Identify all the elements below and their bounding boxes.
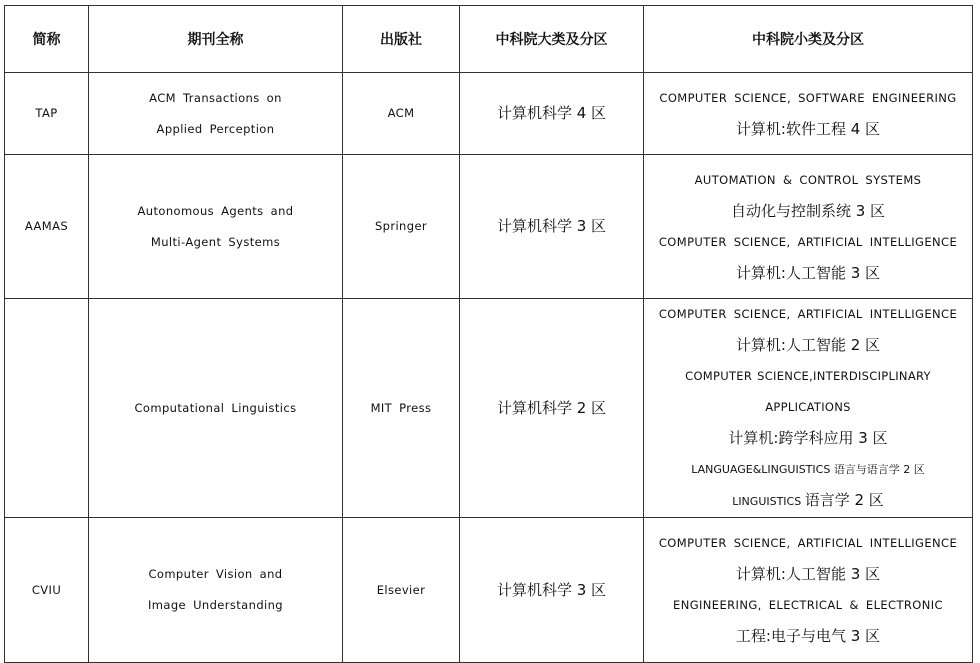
minor-category-en: LANGUAGE&LINGUISTICS [691, 463, 831, 476]
minor-category-zh: 计算机:跨学科应用 3 区 [728, 429, 888, 447]
minor-category-zh: 自动化与控制系统 3 区 [730, 201, 886, 220]
header-publisher: 出版社 [343, 6, 460, 73]
minor-category-zh: 计算机:人工智能 3 区 [735, 565, 881, 583]
minor-category-mixed [644, 485, 972, 517]
minor-category-zh: 计算机:人工智能 3 区 [735, 263, 881, 282]
abbr-cell: AAMAS [5, 155, 89, 299]
minor-category-en: COMPUTER SCIENCE, ARTIFICIAL INTELLIGENCE [658, 234, 958, 249]
publisher-cell: Springer [343, 155, 460, 299]
full-name-line: Autonomous Agents and [137, 203, 294, 218]
minor-category-en: COMPUTER SCIENCE, ARTIFICIAL INTELLIGENCE [658, 536, 958, 550]
table-row [5, 73, 973, 155]
journal-table [4, 5, 973, 663]
header-full-name: 期刊全称 [89, 6, 343, 73]
full-name-cell [89, 155, 343, 299]
table-row [5, 299, 973, 518]
abbr-cell: TAP [5, 73, 89, 155]
minor-category-en: LINGUISTICS [732, 495, 802, 508]
minor-category-en: ENGINEERING, ELECTRICAL & ELECTRONIC [673, 598, 943, 612]
minor-category-cell [644, 73, 973, 155]
header-abbr: 简称 [5, 6, 89, 73]
full-name-cell [89, 518, 343, 663]
minor-category-zh: 语言与语言学 2 区 [833, 463, 925, 476]
full-name-cell [89, 73, 343, 155]
minor-category-cell [644, 518, 973, 663]
minor-category-zh: 计算机:人工智能 2 区 [735, 336, 881, 354]
major-category-cell: 计算机科学 4 区 [460, 73, 644, 155]
table-row [5, 518, 973, 663]
minor-category-zh: 计算机:软件工程 4 区 [735, 119, 881, 138]
major-category-cell: 计算机科学 3 区 [460, 155, 644, 299]
full-name-line: Computational Linguistics [134, 400, 297, 415]
minor-category-en: COMPUTER SCIENCE, ARTIFICIAL INTELLIGENCE [658, 307, 958, 321]
major-category-cell: 计算机科学 3 区 [460, 518, 644, 663]
table-row [5, 155, 973, 299]
header-major-category: 中科院大类及分区 [460, 6, 644, 73]
full-name-line: Multi-Agent Systems [150, 234, 281, 249]
publisher-cell: Elsevier [343, 518, 460, 663]
full-name-line: Applied Perception [156, 121, 275, 136]
minor-category-zh: 语言学 2 区 [804, 491, 884, 509]
full-name-line: Image Understanding [148, 598, 283, 612]
major-category-cell: 计算机科学 2 区 [460, 299, 644, 518]
minor-category-cell [644, 155, 973, 299]
minor-category-mixed [644, 454, 972, 485]
publisher-cell: MIT Press [343, 299, 460, 518]
header-minor-category: 中科院小类及分区 [644, 6, 973, 73]
minor-category-en: AUTOMATION & CONTROL SYSTEMS [694, 172, 922, 187]
full-name-line: Computer Vision and [148, 567, 283, 581]
full-name-cell [89, 299, 343, 518]
minor-category-en: COMPUTER SCIENCE,INTERDISCIPLINARY APPLICATIONS [685, 369, 931, 414]
abbr-cell: CVIU [5, 518, 89, 663]
publisher-cell: ACM [343, 73, 460, 155]
header-row [5, 6, 973, 73]
minor-category-zh: 工程:电子与电气 3 区 [735, 627, 881, 645]
minor-category-en: COMPUTER SCIENCE, SOFTWARE ENGINEERING [659, 90, 957, 105]
abbr-cell [5, 299, 89, 518]
minor-category-cell [644, 299, 973, 518]
full-name-line: ACM Transactions on [149, 90, 282, 105]
